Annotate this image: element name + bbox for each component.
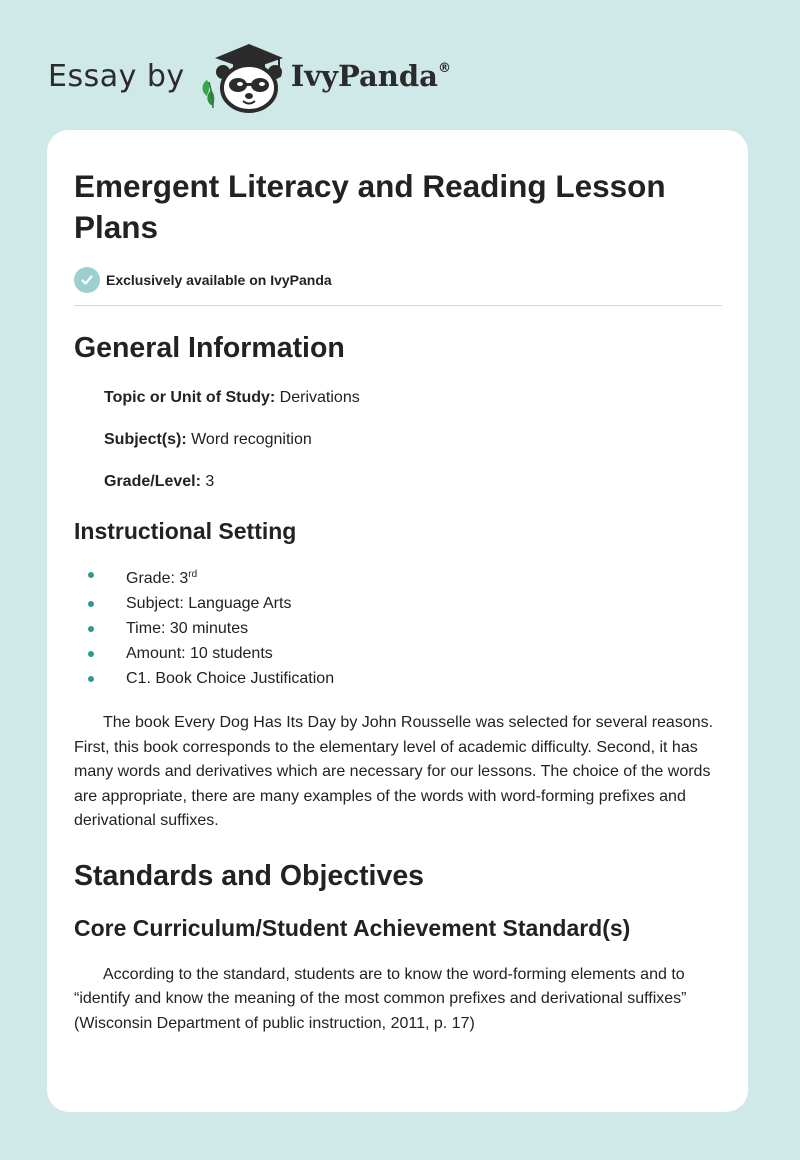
- bullet-dot-icon: [88, 651, 94, 657]
- general-info-list: [74, 388, 722, 492]
- info-topic: Topic or Unit of Study: Derivations: [104, 389, 360, 406]
- brand-name: IvyPanda®: [290, 59, 451, 93]
- standards-heading: Standards and Objectives: [74, 859, 425, 892]
- list-item: Grade: 3rd: [74, 562, 722, 591]
- instructional-setting-heading: Instructional Setting: [74, 518, 297, 544]
- panda-graduate-logo-icon: [199, 38, 285, 114]
- standard-paragraph: According to the standard, students are to know the word-forming elements and to “identify and know the meaning of the most common prefixes and derivational suffixes” (Wisconsin Department of public instruction, 2011, p. 17): [74, 965, 687, 1032]
- ivypanda-logo[interactable]: [199, 38, 451, 114]
- bullet-dot-icon: [88, 626, 94, 632]
- article-card: [47, 130, 748, 1112]
- bullet-dot-icon: [88, 676, 94, 682]
- site-header: [48, 36, 451, 116]
- list-item: Amount: 10 students: [74, 641, 722, 666]
- setting-list: [74, 562, 722, 691]
- bullet-dot-icon: [88, 572, 94, 578]
- article-title: Emergent Literacy and Reading Lesson Plans: [74, 168, 666, 245]
- bullet-dot-icon: [88, 601, 94, 607]
- essay-by-label: Essay by: [48, 58, 185, 94]
- list-item: Subject: Language Arts: [74, 591, 722, 616]
- info-subject: Subject(s): Word recognition: [104, 431, 312, 448]
- registered-mark: ®: [437, 61, 451, 76]
- check-circle-icon: [74, 267, 100, 293]
- exclusive-badge-text: Exclusively available on IvyPanda: [106, 272, 332, 288]
- title-divider: [74, 305, 722, 306]
- general-information-heading: General Information: [74, 332, 345, 364]
- ivy-leaf-icon: [202, 80, 214, 108]
- list-item: Time: 30 minutes: [74, 616, 722, 641]
- core-curriculum-heading: Core Curriculum/Student Achievement Standard(s): [74, 914, 631, 941]
- info-grade: Grade/Level: 3: [104, 473, 215, 490]
- book-justification-paragraph: The book Every Dog Has Its Day by John Rousselle was selected for several reasons. First, this book corresponds to the elementary level of academic difficulty. Second, it has many words and derivatives which are necessary for our lessons. The choice of the words are appropriate, there are many examples of the words with word-forming prefixes and derivational suffixes.: [74, 714, 714, 829]
- list-item: C1. Book Choice Justification: [74, 666, 722, 691]
- exclusive-badge: [74, 267, 722, 293]
